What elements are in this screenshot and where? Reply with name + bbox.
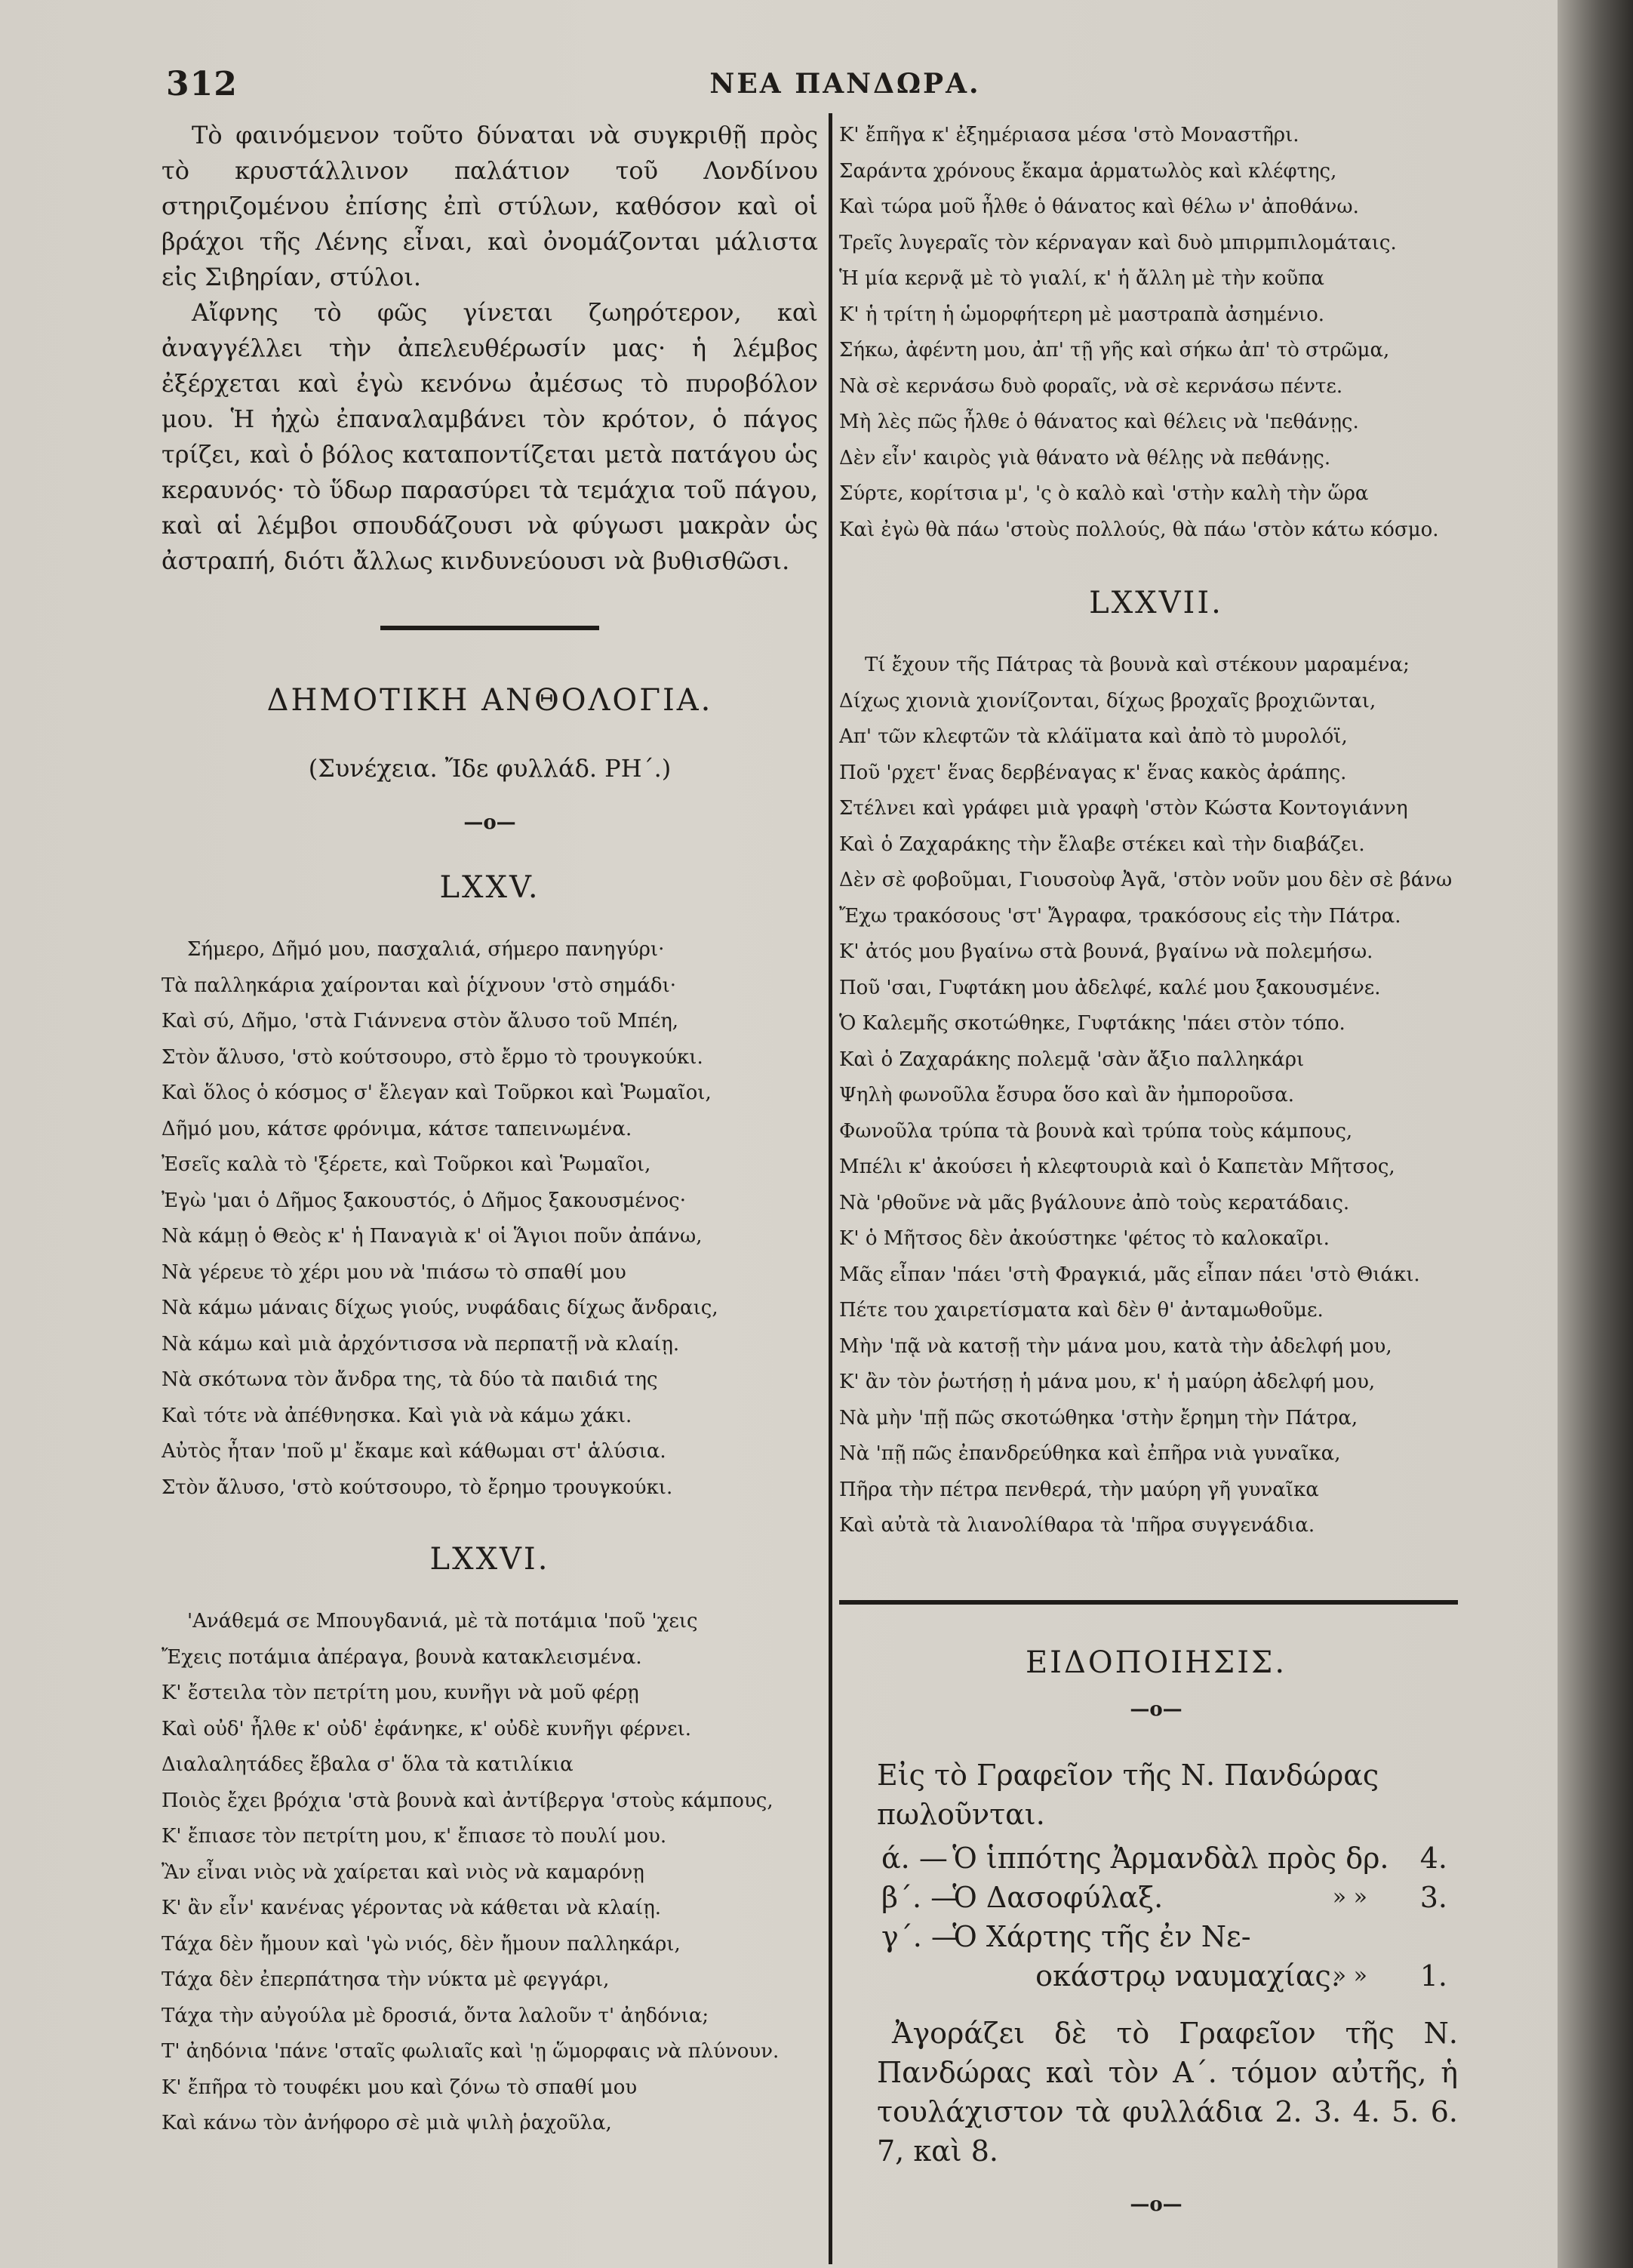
verse-line: Ποιὸς ἔχει βρόχια 'στὰ βουνὰ καὶ ἀντίβεργα 'στοὺς κάμπους, [161,1789,773,1812]
item-price: 4. [1419,1841,1447,1875]
verse-line: Διαλαλητάδες ἔβαλα σ' ὅλα τὰ κατιλίκια [161,1753,574,1776]
poem-heading-lxxvii: LXXVII. [1089,586,1223,620]
verse-line: Νὰ σὲ κερνάσω δυὸ φοραῖς, νὰ σὲ κερνάσω πέντε. [839,374,1343,398]
verse-line: Κ' ἡ τρίτη ἡ ὡμορφήτερη μὲ μαστραπὰ ἀσημένιο. [839,303,1325,326]
poem-heading-lxxv: LXXV. [439,870,540,905]
item-number: β΄. — [881,1880,960,1914]
verse-line: Τί ἔχουν τῆς Πάτρας τὰ βουνὰ καὶ στέκουν μαραμένα; [865,654,1410,676]
notice-book-list [839,1839,1473,1996]
poem-lxxvi [161,1604,818,2142]
item-title: Ὁ Δασοφύλαξ. [952,1880,1164,1914]
verse-line: Καὶ σύ, Δῆμο, 'στὰ Γιάννενα στὸν ἄλυσο τοῦ Μπέη, [161,1010,679,1032]
verse-line: Τάχα δὲν ἤμουν καὶ 'γὼ νιός, δὲν ἤμουν παλληκάρι, [161,1932,681,1956]
verse-line: Μπέλι κ' ἀκούσει ἡ κλεφτουριὰ καὶ ὁ Καπετὰν Μῆτσος, [839,1156,1395,1178]
verse-line: Δὲν σὲ φοβοῦμαι, Γιουσοὺφ Ἀγᾶ, 'στὸν νοῦν μου δὲν σὲ βάνω [839,869,1453,891]
verse-line: Σύρτε, κορίτσια μ', 'ς ὸ καλὸ καὶ 'στὴν καλὴ τὴν ὥρα [839,482,1369,505]
verse-line: Σήμερο, Δῆμό μου, πασχαλιά, σήμερο πανηγύρι· [187,938,665,961]
page-number: 312 [166,65,238,103]
verse-line: Κ' ἂν εἶν' κανένας γέροντας νὰ κάθεται νὰ κλαίῃ. [161,1897,662,1919]
verse-line: Κ' ἔπιασε τὸν πετρίτη μου, κ' ἔπιασε τὸ πουλί μου. [161,1825,667,1848]
item-title: Ὁ Χάρτης τῆς ἐν Νε- [952,1919,1251,1953]
journal-title: ΝΕΑ ΠΑΝΔΩΡΑ. [709,68,981,100]
left-column [161,118,818,2142]
verse-line: Κ' ἂν τὸν ῥωτήσῃ ἡ μάνα μου, κ' ἡ μαύρη ἀδελφή μου, [839,1371,1376,1393]
binding-gutter-shadow [1558,0,1633,2268]
item-title: οκάστρῳ ναυμαχίας. [1035,1959,1340,1993]
verse-line: Καὶ ὅλος ὁ κόσμος σ' ἔλεγαν καὶ Τοῦρκοι καὶ Ῥωμαῖοι, [161,1082,712,1104]
verse-line: Αὐτὸς ἦταν 'ποῦ μ' ἔκαμε καὶ κάθωμαι στ' ἁλύσια. [161,1440,666,1463]
verse-line: Σήκω, ἀφέντη μου, ἀπ' τῇ γῆς καὶ σήκω ἀπ' τὸ στρῶμα, [839,339,1390,362]
prose-paragraph: Τὸ φαινόμενον τοῦτο δύναται νὰ συγκριθῇ πρὸς τὸ κρυστάλλινον παλάτιον τοῦ Λονδίνου στηριζομένου ἐπίσης ἐπὶ στύλων, καθόσον καὶ οἱ βράχοι τῆς Λένης εἶναι, καὶ ὀνομάζονται μάλιστα εἰς Σιβηρίαν, στύλοι. [161,121,818,291]
notice-intro: Εἰς τὸ Γραφεῖον τῆς Ν. Πανδώρας πωλοῦνται. [877,1758,1379,1831]
verse-line: Κ' ὁ Μῆτσος δὲν ἀκούστηκε 'φέτος τὸ καλοκαῖρι. [839,1227,1330,1250]
verse-line: Ἔχω τρακόσους 'στ' Ἄγραφα, τρακόσους εἰς τὴν Πάτρα. [839,904,1401,928]
verse-line: 'Ανάθεμά σε Μπουγδανιά, μὲ τὰ ποτάμια 'ποῦ 'χεις [187,1610,698,1633]
right-column [839,118,1473,2216]
page-header [158,62,1532,107]
verse-line: Καὶ ὁ Ζαχαράκης πολεμᾷ 'σὰν ἄξιο παλληκάρι [839,1048,1305,1071]
verse-line: Ψηλὴ φωνοῦλα ἔσυρα ὅσο καὶ ἂν ἠμποροῦσα. [839,1084,1295,1106]
verse-line: Κ' ἔπῆρα τὸ τουφέκι μου καὶ ζόνω τὸ σπαθί μου [161,2076,638,2099]
verse-line: Νὰ μὴν 'πῇ πῶς σκοτώθηκα 'στὴν ἔρημη τὴν Πάτρα, [839,1406,1358,1429]
anthology-title: ΔΗΜΟΤΙΚΗ ΑΝΘΟΛΟΓΙΑ. [266,683,713,718]
verse-line: Ὁ Καλεμῆς σκοτώθηκε, Γυφτάκης 'πάει στὸν τόπο. [839,1012,1345,1035]
item-price: 3. [1419,1880,1447,1914]
verse-line: Κ' ἀτός μου βγαίνω στὰ βουνά, βγαίνω νὰ πολεμήσω. [839,940,1373,963]
continuation-note: (Συνέχεια. Ἴδε φυλλάδ. ΡΗ΄.) [308,754,672,783]
verse-line: Απ' τῶν κλεφτῶν τὰ κλάϊματα καὶ ἀπὸ τὸ μυρολόϊ, [839,725,1348,748]
verse-line: Ἡ μία κερνᾷ μὲ τὸ γιαλί, κ' ἡ ἄλλη μὲ τὴν κοῦπα [839,267,1324,290]
column-divider [829,113,832,2264]
verse-line: Ἔχεις ποτάμια ἀπέραγα, βουνὰ κατακλεισμένα. [161,1645,642,1669]
verse-line: Καὶ ἐγὼ θὰ πάω 'στοὺς πολλούς, θὰ πάω 'στὸν κάτω κόσμο. [839,518,1439,541]
notice-item [881,1917,1473,1956]
verse-line: Νὰ κάμῃ ὁ Θεὸς κ' ἡ Παναγιὰ κ' οἱ Ἅγιοι ποῦν ἀπάνω, [161,1225,703,1248]
notice-item [881,1956,1473,1996]
verse-line: Καὶ οὐδ' ἦλθε κ' οὐδ' ἐφάνηκε, κ' οὐδὲ κυνῆγι φέρνει. [161,1717,692,1740]
verse-line: Νὰ 'ρθοῦνε νὰ μᾶς βγάλουνε ἀπὸ τοὺς κερατάδαις. [839,1191,1350,1214]
verse-line: Τάχα δὲν ἐπερπάτησα τὴν νύκτα μὲ φεγγάρι, [161,1968,610,1991]
verse-line: Δῆμό μου, κάτσε φρόνιμα, κάτσε ταπεινωμένα. [161,1117,632,1140]
verse-line: Στέλνει καὶ γράφει μιὰ γραφὴ 'στὸν Κώστα Κοντογιάννη [839,797,1408,820]
verse-line: Μᾶς εἶπαν 'πάει 'στὴ Φραγκιά, μᾶς εἶπαν πάει 'στὸ Θιάκι. [839,1263,1420,1286]
verse-line: Ἐγὼ 'μαι ὁ Δῆμος ξακουστός, ὁ Δῆμος ξακουσμένος· [161,1189,686,1212]
verse-line: Ποῦ 'σαι, Γυφτάκη μου ἀδελφέ, καλέ μου ξακουσμένε. [839,976,1381,999]
item-ditto: » » [1332,1962,1367,1989]
notice-title: ΕΙΔΟΠΟΙΗΣΙΣ. [1025,1645,1287,1680]
poem-heading-lxxvi: LXXVI. [429,1542,550,1577]
verse-line: Νὰ κάμω μάναις δίχως γιούς, νυφάδαις δίχως ἄνδραις, [161,1297,718,1319]
verse-line: Κ' ἔστειλα τὸν πετρίτη μου, κυνῆγι νὰ μοῦ φέρῃ [161,1682,639,1704]
notice-footer: Ἀγοράζει δὲ τὸ Γραφεῖον τῆς Ν. Πανδώρας καὶ τὸν Α΄. τόμον αὐτῆς, ἡ τουλάχιστον τὰ φυλλάδια 2. 3. 4. 5. 6. 7, καὶ 8. [877,2016,1458,2168]
verse-line: Μὴ λὲς πῶς ἦλθε ὁ θάνατος καὶ θέλεις νὰ 'πεθάνῃς. [839,411,1359,433]
verse-line: Κ' ἔπῆγα κ' ἐξημέριασα μέσα 'στὸ Μοναστῆρι. [839,124,1299,146]
verse-line: Σαράντα χρόνους ἔκαμα ἁρματωλὸς καὶ κλέφτης, [839,159,1337,183]
notice-item [881,1839,1473,1878]
section-divider-rule [380,626,599,630]
verse-line: Τ' ἀηδόνια 'πάνε 'σταῖς φωλιαῖς καὶ 'ῃ ὥμορφαις νὰ πλύνουν. [161,2040,780,2063]
verse-line: Τὰ παλληκάρια χαίρονται καὶ ῥίχνουν 'στὸ σημάδι· [161,974,677,997]
ornament-separator: —o— [1130,1697,1182,1721]
verse-line: Στὸν ἄλυσο, 'στὸ κούτσουρο, στὸ ἔρμο τὸ τρουγκούκι. [161,1045,703,1069]
verse-line: Νὰ σκότωνα τὸν ἄνδρα της, τὰ δύο τὰ παιδιά της [161,1368,658,1391]
verse-line: Πῆρα τὴν πέτρα πενθερά, τὴν μαύρη γῆ γυναῖκα [839,1478,1319,1501]
verse-line: Καὶ τώρα μοῦ ἦλθε ὁ θάνατος καὶ θέλω ν' ἀποθάνω. [839,195,1359,218]
verse-line: Δίχως χιονιὰ χιονίζονται, δίχως βροχαῖς βροχιῶνται, [839,689,1376,712]
verse-line: Τάχα τὴν αὐγούλα μὲ δροσιά, ὄντα λαλοῦν τ' ἀηδόνια; [161,2004,709,2027]
verse-line: Τρεῖς λυγεραῖς τὸν κέρναγαν καὶ δυὸ μπιρμπιλομάταις. [839,231,1397,254]
poem-lxxv [161,932,818,1506]
verse-line: Καὶ ὁ Ζαχαράκης τὴν ἔλαβε στέκει καὶ τὴν διαβάζει. [839,832,1365,856]
section-divider-rule [839,1600,1458,1605]
verse-line: Στὸν ἄλυσο, 'στὸ κούτσουρο, τὸ ἔρημο τρουγκούκι. [161,1476,673,1499]
verse-line: Νὰ γέρευε τὸ χέρι μου νὰ 'πιάσω τὸ σπαθί μου [161,1260,626,1284]
item-ditto: » » [1332,1883,1367,1910]
verse-line: Καὶ αὐτὰ τὰ λιανολίθαρα τὰ 'πῆρα συγγενάδια. [839,1514,1315,1537]
prose-paragraph: Αἴφνης τὸ φῶς γίνεται ζωηρότερον, καὶ ἀναγγέλλει τὴν ἀπελευθέρωσίν μας· ἡ λέμβος ἐξέρχεται καὶ ἐγὼ κενόνω ἀμέσως τὸ πυροβόλον μου. Ἡ ἠχὼ ἐπαναλαμβάνει τὸν κρότον, ὁ πάγος τρίζει, καὶ ὁ βόλος καταποντίζεται μετὰ πατάγου ὡς κεραυνός· τὸ ὕδωρ παρασύρει τὰ τεμάχια τοῦ πάγου, καὶ αἱ λέμβοι σπουδάζουσι νὰ φύγωσι μακρὰν ὡς ἀστραπή, διότι ἄλλως κινδυνεύουσι νὰ βυθισθῶσι. [161,298,818,575]
verse-line: Ἐσεῖς καλὰ τὸ 'ξέρετε, καὶ Τοῦρκοι καὶ Ῥωμαῖοι, [161,1153,651,1176]
verse-line: Δὲν εἶν' καιρὸς γιὰ θάνατο νὰ θέλῃς νὰ πεθάνῃς. [839,446,1331,469]
item-title: Ὁ ἱππότης Ἀρμανδὰλ πρὸς δρ. [952,1841,1389,1875]
notice-section [839,1645,1473,2216]
verse-line: Ἂν εἶναι νιὸς νὰ χαίρεται καὶ νιὸς νὰ καμαρόνῃ [161,1860,644,1884]
poem-lxxvii [839,648,1473,1544]
verse-line: Νὰ κάμω καὶ μιὰ ἀρχόντισσα νὰ περπατῇ νὰ κλαίῃ. [161,1332,680,1356]
item-price: 1. [1419,1959,1447,1993]
verse-line: Ποῦ 'ρχετ' ἕνας δερβέναγας κ' ἕνας κακὸς ἀράπης. [839,761,1347,784]
verse-line: Νὰ 'πῇ πῶς ἐπανδρεύθηκα καὶ ἐπῆρα νιὰ γυναῖκα, [839,1442,1341,1465]
verse-line: Φωνοῦλα τρύπα τὰ βουνὰ καὶ τρύπα τοὺς κάμπους, [839,1119,1353,1143]
verse-line: Πέτε του χαιρετίσματα καὶ δὲν θ' ἀνταμωθοῦμε. [839,1299,1324,1322]
item-number: ά. — [881,1841,948,1875]
verse-line: Καὶ τότε νὰ ἀπέθνησκα. Καὶ γιὰ νὰ κάμω χάκι. [161,1404,632,1427]
notice-item [881,1878,1473,1917]
poem-lxxvi-continued [839,118,1473,548]
item-number: γ΄. — [881,1919,960,1953]
verse-line: Καὶ κάνω τὸν ἀνήφορο σὲ μιὰ ψιλὴ ῥαχοῦλα, [161,2112,612,2134]
ornament-separator: —o— [463,811,516,834]
ornament-separator: —o— [1130,2193,1182,2216]
verse-line: Μὴν 'πᾷ νὰ κατσῇ τὴν μάνα μου, κατὰ τὴν ἀδελφή μου, [839,1334,1392,1358]
